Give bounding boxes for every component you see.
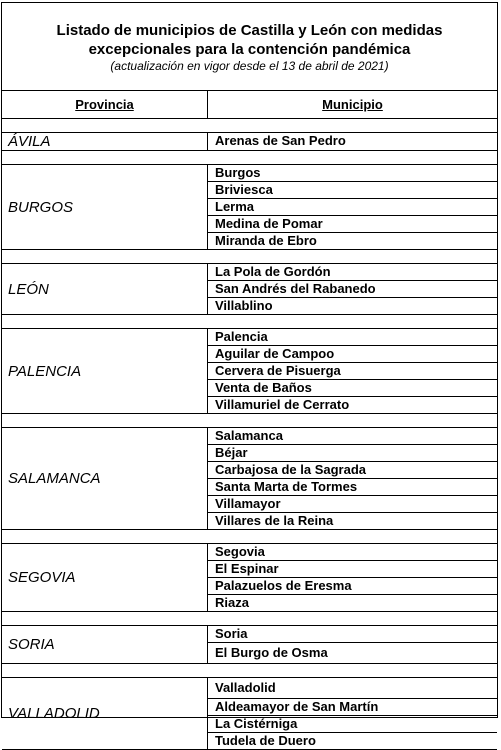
- municipio-cell: Segovia: [215, 544, 265, 559]
- spacer-row: [2, 530, 497, 544]
- municipio-cell: Miranda de Ebro: [208, 232, 497, 249]
- municipio-list: [208, 678, 497, 749]
- municipio-cell: Valladolid: [215, 680, 276, 695]
- title-line-2: excepcionales para la contención pandémica: [88, 41, 411, 58]
- municipio-cell: Medina de Pomar: [208, 215, 497, 232]
- table-row: [2, 544, 497, 612]
- spacer-row: [2, 664, 497, 678]
- municipio-list: [208, 165, 497, 249]
- municipio-cell: Santa Marta de Tormes: [208, 478, 497, 495]
- municipio-cell: Villamuriel de Cerrato: [208, 396, 497, 413]
- municipio-cell: Aldeamayor de San Martín: [208, 698, 497, 715]
- provincia-cell: BURGOS: [2, 165, 208, 249]
- municipio-cell: Briviesca: [208, 181, 497, 198]
- table-row: [2, 165, 497, 250]
- provincia-cell: ÁVILA: [2, 133, 208, 150]
- spacer-row: [2, 414, 497, 428]
- title-block: [2, 3, 497, 91]
- municipio-cell: Lerma: [208, 198, 497, 215]
- provincia-cell: SORIA: [2, 626, 208, 663]
- spacer-row: [2, 250, 497, 264]
- spacer-row: [2, 612, 497, 626]
- municipio-cell: Soria: [215, 626, 248, 641]
- municipio-list: [208, 428, 497, 529]
- subtitle: (actualización en vigor desde el 13 de abril de 2021): [110, 59, 389, 73]
- table-row: [2, 678, 497, 750]
- provincia-cell: SALAMANCA: [2, 428, 208, 529]
- municipio-list: [208, 329, 497, 413]
- header-municipio: Municipio: [322, 97, 383, 112]
- municipio-cell: Aguilar de Campoo: [208, 345, 497, 362]
- spacer-row: [2, 151, 497, 165]
- municipio-cell: Cervera de Pisuerga: [208, 362, 497, 379]
- table-header: [2, 91, 497, 119]
- municipio-cell: Salamanca: [215, 428, 283, 443]
- municipio-cell: Tudela de Duero: [208, 732, 497, 749]
- municipio-cell: Venta de Baños: [208, 379, 497, 396]
- municipio-cell: Villamayor: [208, 495, 497, 512]
- municipio-list: [208, 264, 497, 314]
- table-row: [2, 133, 497, 151]
- municipio-cell: La Cistérniga: [208, 715, 497, 732]
- spacer-row: [2, 315, 497, 329]
- title-line-1: Listado de municipios de Castilla y León con medidas: [56, 22, 443, 39]
- provincia-cell: SEGOVIA: [2, 544, 208, 611]
- municipality-table: [1, 2, 498, 748]
- provincia-cell: LEÓN: [2, 264, 208, 314]
- municipio-cell: Carbajosa de la Sagrada: [208, 461, 497, 478]
- provincia-cell: VALLADOLID: [2, 678, 208, 749]
- spacer-row: [2, 119, 497, 133]
- municipio-cell: Arenas de San Pedro: [215, 133, 346, 148]
- municipio-cell: Palencia: [215, 329, 268, 344]
- municipio-cell: Villares de la Reina: [208, 512, 497, 529]
- municipio-cell: Burgos: [215, 165, 261, 180]
- municipio-list: [208, 544, 497, 611]
- table-row: [2, 428, 497, 530]
- municipio-cell: El Espinar: [208, 560, 497, 577]
- municipio-cell: La Pola de Gordón: [215, 264, 331, 279]
- table-row: [2, 626, 497, 664]
- municipio-cell: Palazuelos de Eresma: [208, 577, 497, 594]
- table-row: [2, 329, 497, 414]
- municipio-cell: Villablino: [208, 297, 497, 314]
- municipio-list: [208, 133, 497, 150]
- municipio-cell: Riaza: [208, 594, 497, 611]
- header-provincia: Provincia: [2, 91, 208, 118]
- municipio-cell: Béjar: [208, 444, 497, 461]
- municipio-cell: El Burgo de Osma: [208, 642, 497, 663]
- municipio-cell: San Andrés del Rabanedo: [208, 280, 497, 297]
- municipio-list: [208, 626, 497, 663]
- provincia-cell: PALENCIA: [2, 329, 208, 413]
- table-row: [2, 264, 497, 315]
- table-body: [2, 119, 497, 750]
